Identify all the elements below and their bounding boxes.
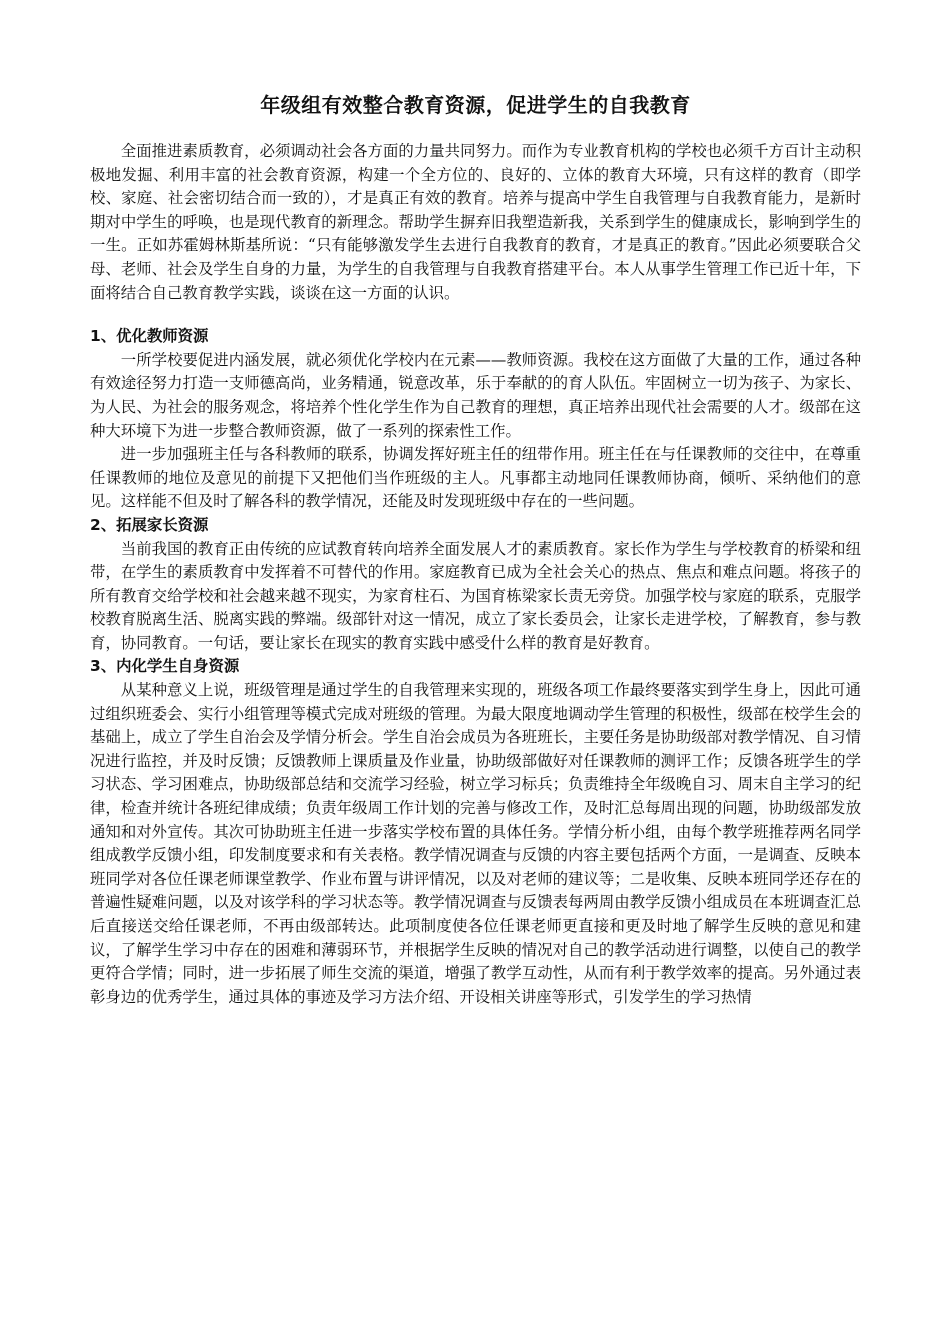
body-paragraph: 从某种意义上说，班级管理是通过学生的自我管理来实现的，班级各项工作最终要落实到学生身上，因此可通过组织班委会、实行小组管理等模式完成对班级的管理。为最大限度地调动学生管理的积极性，级部在校学生会的基础上，成立了学生自治会及学情分析会。学生自治会成员为各班班长，主要任务是协助级部对教学情况、自习情况进行监控，并及时反馈；反馈教师上课质量及作业量，协助级部做好对任课教师的测评工作；反馈各班学生的学习状态、学习困难点，协助级部总结和交流学习经验，树立学习标兵；负责维持全年级晚自习、周末自主学习的纪律，检查并统计各班纪律成绩；负责年级周工作计划的完善与修改工作，及时汇总每周出现的问题，协助级部发放通知和对外宣传。其次可协助班主任进一步落实学校布置的具体任务。学情分析小组，由每个教学班推荐两名同学组成教学反馈小组，印发制度要求和有关表格。教学情况调查与反馈的内容主要包括两个方面，一是调查、反映本班同学对各位任课老师课堂教学、作业布置与讲评情况，以及对老师的建议等；二是收集、反映本班同学还存在的普遍性疑难问题，以及对该学科的学习状态等。教学情况调查与反馈表每两周由教学反馈小组成员在本班调查汇总后直接送交给任课老师，不再由级部转达。此项制度使各位任课老师更直接和更及时地了解学生反映的意见和建议，了解学生学习中存在的困难和薄弱环节，并根据学生反映的情况对自己的教学活动进行调整，以使自己的教学更符合学情；同时，进一步拓展了师生交流的渠道，增强了教学互动性，从而有利于教学效率的提高。另外通过表彰身边的优秀学生，通过具体的事迹及学习方法介绍、开设相关讲座等形式，引发学生的学习热情	[90, 681, 861, 1006]
document-title: 年级组有效整合教育资源，促进学生的自我教育	[260, 93, 691, 117]
section-heading: 2、拓展家长资源	[90, 515, 209, 534]
section-teacher-resources	[90, 325, 861, 514]
section-student-resources	[90, 655, 861, 1009]
section-parent-resources	[90, 514, 861, 656]
body-paragraph: 进一步加强班主任与各科教师的联系，协调发挥好班主任的纽带作用。班主任在与任课教师的交往中，在尊重任课教师的地位及意见的前提下又把他们当作班级的主人。凡事都主动地同任课教师协商，倾听、采纳他们的意见。这样能不但及时了解各科的教学情况，还能及时发现班级中存在的一些问题。	[90, 445, 861, 511]
body-paragraph: 一所学校要促进内涵发展，就必须优化学校内在元素——教师资源。我校在这方面做了大量的工作，通过各种有效途径努力打造一支师德高尚，业务精通，锐意改革，乐于奉献的的育人队伍。牢固树立一切为孩子、为家长、为人民、为社会的服务观念，将培养个性化学生作为自己教育的理想，真正培养出现代社会需要的人才。级部在这种大环境下为进一步整合教师资源，做了一系列的探索性工作。	[90, 350, 861, 440]
section-gap	[90, 305, 861, 325]
body-paragraph: 当前我国的教育正由传统的应试教育转向培养全面发展人才的素质教育。家长作为学生与学校教育的桥梁和纽带，在学生的素质教育中发挥着不可替代的作用。家庭教育已成为全社会关心的热点、焦点和难点问题。将孩子的所有教育交给学校和社会越来越不现实，为家育柱石、为国育栋梁家长责无旁贷。加强学校与家庭的联系，克服学校教育脱离生活、脱离实践的弊端。级部针对这一情况，成立了家长委员会，让家长走进学校，了解教育，参与教育，协同教育。一句话，要让家长在现实的教育实践中感受什么样的教育是好教育。	[90, 539, 861, 652]
intro-paragraph: 全面推进素质教育，必须调动社会各方面的力量共同努力。而作为专业教育机构的学校也必须千方百计主动积极地发掘、利用丰富的社会教育资源，构建一个全方位的、良好的、立体的教育大环境，只有这样的教育（即学校、家庭、社会密切结合而一致的），才是真正有效的教育。培养与提高中学生自我管理与自我教育能力，是新时期对中学生的呼唤，也是现代教育的新理念。帮助学生摒弃旧我塑造新我，关系到学生的健康成长，影响到学生的一生。正如苏霍姆林斯基所说：“只有能够激发学生去进行自我教育的教育，才是真正的教育。”因此必须要联合父母、老师、社会及学生自身的力量，为学生的自我管理与自我教育搭建平台。本人从事学生管理工作已近十年，下面将结合自己教育教学实践，谈谈在这一方面的认识。	[90, 142, 861, 302]
section-heading: 1、优化教师资源	[90, 327, 209, 346]
document-page	[90, 90, 861, 1009]
section-heading: 3、内化学生自身资源	[90, 657, 240, 676]
